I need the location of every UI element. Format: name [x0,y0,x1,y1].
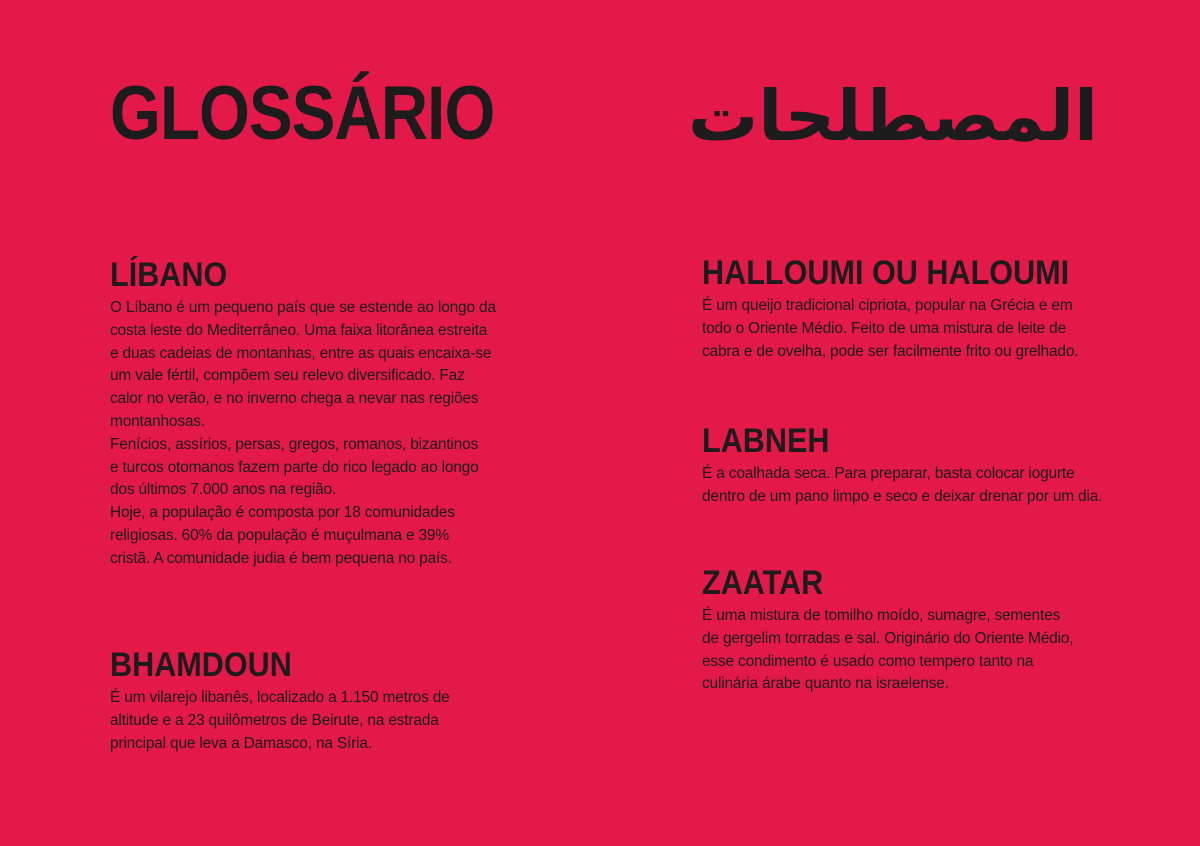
page-title-arabic: المصطلحات [687,75,1098,157]
glossary-entry-bhamdoun [110,648,510,755]
glossary-definition: É uma mistura de tomilho moído, sumagre, sementes de gergelim torradas e sal. Originário do Oriente Médio, esse condimento é usado como tempero tanto na culinária árabe quanto na israelense. [702,607,1074,693]
glossary-definition: É um vilarejo libanês, localizado a 1.150 metros de altitude e a 23 quilômetros de Beirute, na estrada principal que leva a Damasco, na Síria. [110,689,450,752]
glossary-entry-labneh [702,424,1132,509]
glossary-entry-zaatar [702,566,1122,696]
glossary-entry-halloumi [702,256,1122,363]
glossary-definition: É um queijo tradicional cipriota, popular na Grécia e em todo o Oriente Médio. Feito de uma mistura de leite de cabra e de ovelha, pode ser facilmente frito ou grelhado. [702,297,1079,360]
glossary-term: LABNEH [702,422,830,460]
glossary-term: BHAMDOUN [110,646,292,684]
glossary-entry-libano [110,258,510,571]
glossary-definition: O Líbano é um pequeno país que se estende ao longo da costa leste do Mediterrâneo. Uma faixa litorânea estreita e duas cadeias de montanhas, entre as quais encaixa-se um vale fértil, compõem seu relevo diversificado. Faz calor no verão, e no inverno chega a nevar nas regiões montanhosas. Fenícios, assírios, persas, gregos, romanos, bizantinos e turcos otomanos fazem parte do rico legado ao longo dos últimos 7.000 anos na região. Hoje, a população é composta por 18 comunidades religiosas. 60% da população é muçulmana e 39% cristã. A comunidade judia é bem pequena no país. [110,299,496,567]
glossary-term: HALLOUMI OU HALOUMI [702,254,1070,292]
page-title: GLOSSÁRIO [110,71,495,156]
glossary-term: LÍBANO [110,256,228,294]
glossary-term: ZAATAR [702,564,824,602]
glossary-definition: É a coalhada seca. Para preparar, basta colocar iogurte dentro de um pano limpo e seco e deixar drenar por um dia. [702,465,1103,505]
